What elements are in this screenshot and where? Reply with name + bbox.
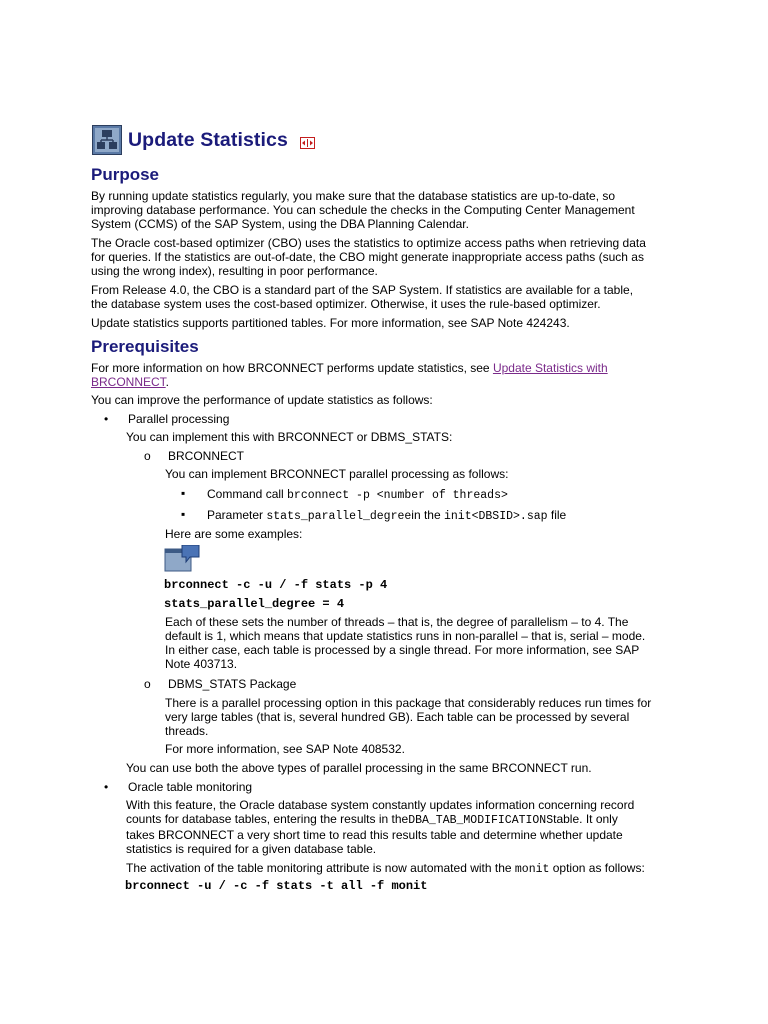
text-line: System (CCMS) of the SAP System, using the DBA Planning Calendar. (91, 217, 469, 231)
text-line: in the (411, 508, 444, 522)
text-line: option as follows: (549, 861, 645, 875)
purpose-heading: Purpose (91, 165, 160, 184)
text-line: Note 403713. (165, 657, 238, 671)
monit-command: brconnect -u / -c -f stats -t all -f monit (125, 879, 428, 893)
text-line: With this feature, the Oracle database system constantly updates information concerning record (126, 798, 635, 812)
text-line: counts for database tables, entering the results in the (126, 812, 409, 826)
purpose-paragraph-4: Update statistics supports partitioned tables. For more information, see SAP Note 424243. (91, 316, 570, 330)
command-call-item (207, 487, 768, 503)
text-line: Command call (207, 487, 288, 501)
bullet-disc: • (104, 780, 109, 794)
prerequisites-intro (91, 361, 671, 389)
structure-icon (92, 125, 122, 155)
text-line: statistics is required for a given database table. (126, 842, 377, 856)
inline-code: init<DBSID>.sap (444, 510, 548, 523)
bullet-square: ▪ (181, 507, 186, 521)
parallel-impl-text: You can implement this with BRCONNECT or DBMS_STATS: (126, 430, 453, 444)
text-line: In either case, each table is processed by a single thread. For more information, see SAP (165, 643, 640, 657)
brconnect-item: BRCONNECT (168, 449, 245, 463)
activation-text (126, 861, 686, 877)
text-line: takes BRCONNECT a very short time to read this results table and determine whether update (126, 828, 623, 842)
inline-code: stats_parallel_degree (266, 510, 412, 523)
purpose-paragraph-2 (91, 236, 671, 278)
example-command-1: brconnect -c -u / -f stats -p 4 (164, 578, 388, 592)
text-line: The activation of the table monitoring attribute is now automated with the (126, 861, 515, 875)
bullet-disc: • (104, 412, 109, 426)
dbms-paragraph (165, 696, 685, 738)
examples-text: Here are some examples: (165, 527, 303, 541)
bullet-square: ▪ (181, 486, 186, 500)
inline-code: DBA_TAB_MODIFICATIONS (408, 814, 554, 827)
text-line: for queries. If the statistics are out-of-date, the CBO might generate inappropriate access paths (such as (91, 250, 644, 264)
navigate-icon[interactable] (300, 137, 315, 149)
update-statistics-link[interactable]: Update Statistics with BRCONNECT (91, 361, 608, 389)
bullet-circle: o (144, 449, 151, 463)
example-command-2: stats_parallel_degree = 4 (164, 597, 345, 611)
improve-text: You can improve the performance of update statistics as follows: (91, 393, 433, 407)
parallel-processing-item: Parallel processing (128, 412, 230, 426)
text-line: the database system uses the cost-based optimizer. Otherwise, it uses the rule-based optimizer. (91, 297, 601, 311)
text-line: Each of these sets the number of threads – that is, the degree of parallelism – to 4. The (165, 615, 629, 629)
table-monitoring-item: Oracle table monitoring (128, 780, 253, 794)
text-line: The Oracle cost-based optimizer (CBO) uses the statistics to optimize access paths when retrieving data (91, 236, 646, 250)
title-row (92, 124, 315, 156)
purpose-paragraph-1 (91, 189, 671, 231)
text-line: improving database performance. You can schedule the checks in the Computing Center Management (91, 203, 635, 217)
dbms-more-info: For more information, see SAP Note 408532. (165, 742, 405, 756)
brconnect-impl-text: You can implement BRCONNECT parallel processing as follows: (165, 467, 509, 481)
text-line: For more information on how BRCONNECT performs update statistics, see (91, 361, 493, 375)
text-line: Parameter (207, 508, 267, 522)
parameter-item (207, 508, 768, 524)
prerequisites-heading: Prerequisites (91, 337, 199, 356)
text-line: very large tables (that is, several hundred GB). Each table can be processed by several (165, 710, 630, 724)
text-line: threads. (165, 724, 209, 738)
text-line: file (547, 508, 567, 522)
page-title: Update Statistics (128, 129, 288, 151)
text-line: using the wrong index), resulting in poor performance. (91, 264, 378, 278)
bullet-circle: o (144, 677, 151, 691)
dbms-stats-item: DBMS_STATS Package (168, 677, 297, 691)
text-line: . (165, 375, 170, 389)
text-line: There is a parallel processing option in this package that considerably reduces run times for (165, 696, 652, 710)
text-line: By running update statistics regularly, you make sure that the database statistics are up-to-date, so (91, 189, 616, 203)
inline-code: brconnect -p <number of threads> (287, 489, 508, 502)
example-icon (164, 545, 200, 575)
text-line: table. It only (553, 812, 618, 826)
text-line: default is 1, which means that update statistics runs in non-parallel – that is, serial – mode. (165, 629, 646, 643)
purpose-paragraph-3 (91, 283, 671, 311)
both-types-text: You can use both the above types of parallel processing in the same BRCONNECT run. (126, 761, 592, 775)
inline-code: monit (514, 863, 550, 876)
text-line: From Release 4.0, the CBO is a standard part of the SAP System. If statistics are available for a table, (91, 283, 634, 297)
threads-paragraph (165, 615, 685, 671)
monitoring-paragraph (126, 798, 686, 856)
